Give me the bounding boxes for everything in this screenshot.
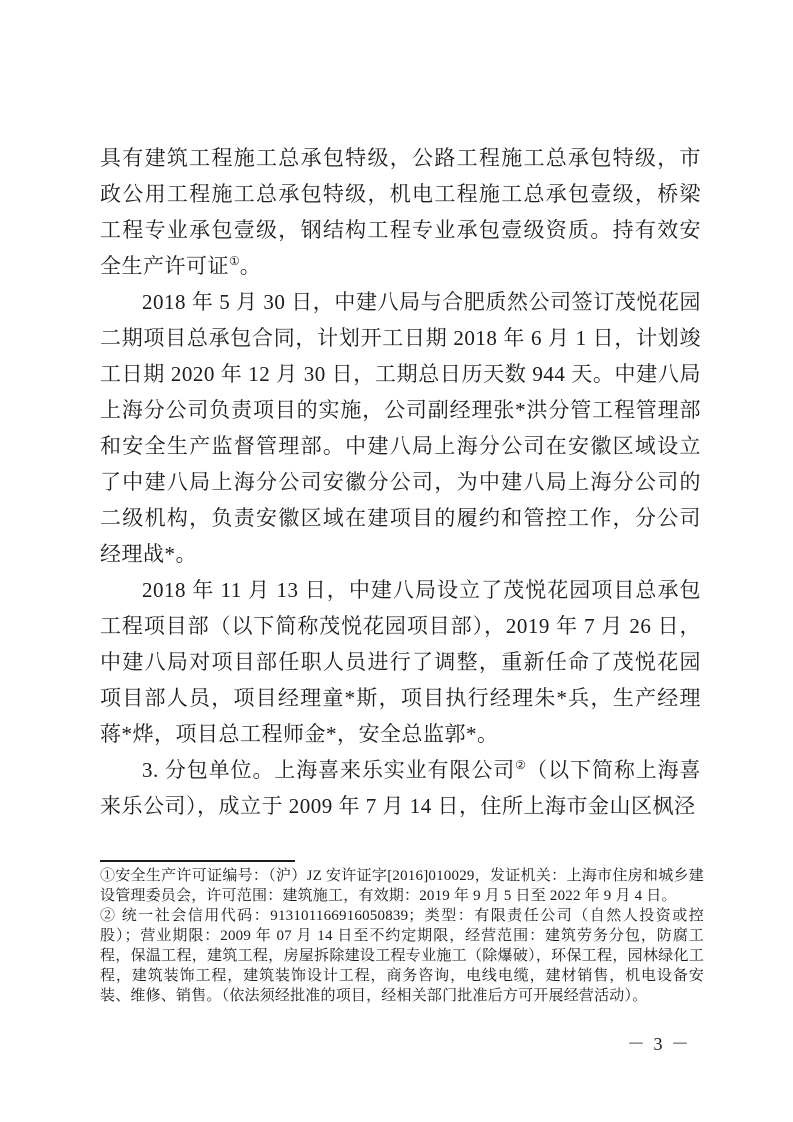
page-number: － 3 － [627,1034,691,1054]
footnote-marker: ② [100,908,122,924]
footnote-ref-2: ② [515,758,527,772]
paragraph-text: 2018 年 11 月 13 日，中建八局设立了茂悦花园项目总承包工程项目部（以下简称茂悦花园项目部），2019 年 7 月 26 日，中建八局对项目部任职人员进行了调整，重新任命了茂悦花园项目部人员，项目经理童*斯，项目执行经理朱*兵，生产经理蒋*烨，项目总工程师金*，安全总监郭*。 [100,578,701,746]
paragraph-text: （以下简称上海喜来乐公司），成立于 2009 年 7 月 14 日，住所上海市金山区枫泾 [100,758,702,818]
paragraph-contract [100,284,701,572]
footnote-text: 安全生产许可证编号：（沪）JZ 安许证字[2016]010029，发证机关：上海市住房和城乡建设管理委员会，许可范围：建筑施工，有效期：2019 年 9 月 5 日至 2022 年 9 月 4 日。 [100,868,704,904]
footnote-marker: ① [100,868,116,884]
footnotes-section [100,866,704,1006]
paragraph-text: 具有建筑工程施工总承包特级，公路工程施工总承包特级，市政公用工程施工总承包特级，机电工程施工总承包壹级，桥梁工程专业承包壹级，钢结构工程专业承包壹级资质。持有效安全生产许可证 [100,146,701,278]
footnote-divider [100,860,295,862]
paragraph-qualifications [100,140,701,284]
footnote-2 [100,906,704,1006]
paragraph-text: 。 [239,254,262,278]
paragraph-text: 3. 分包单位。上海喜来乐实业有限公司 [142,758,516,782]
paragraph-project-team [100,572,701,752]
footnote-ref-1: ① [229,254,240,268]
footnote-1 [100,866,704,906]
footnote-text: 统一社会信用代码：913101166916050839；类型：有限责任公司（自然人投资或控股）；营业期限：2009 年 07 月 14 日至不约定期限，经营范围：建筑劳务分包，防腐工程，保温工程，建筑工程，房屋拆除建设工程专业施工（除爆破），环保工程，园林绿化工程，建筑装饰工程，建筑装饰设计工程，商务咨询，电线电缆，建材销售，机电设备安装、维修、销售。（依法须经批准的项目，经相关部门批准后方可开展经营活动）。 [100,908,704,1004]
paragraph-subcontractor [100,752,701,824]
document-body [100,140,701,824]
paragraph-text: 2018 年 5 月 30 日，中建八局与合肥质然公司签订茂悦花园二期项目总承包合同，计划开工日期 2018 年 6 月 1 日，计划竣工日期 2020 年 12 月 30 日，工期总日历天数 944 天。中建八局上海分公司负责项目的实施，公司副经理张*洪分管工程管理部和安全生产监督管理部。中建八局上海分公司在安徽区域设立了中建八局上海分公司安徽分公司，为中建八局上海分公司的二级机构，负责安徽区域在建项目的履约和管控工作，分公司经理战*。 [100,290,701,566]
